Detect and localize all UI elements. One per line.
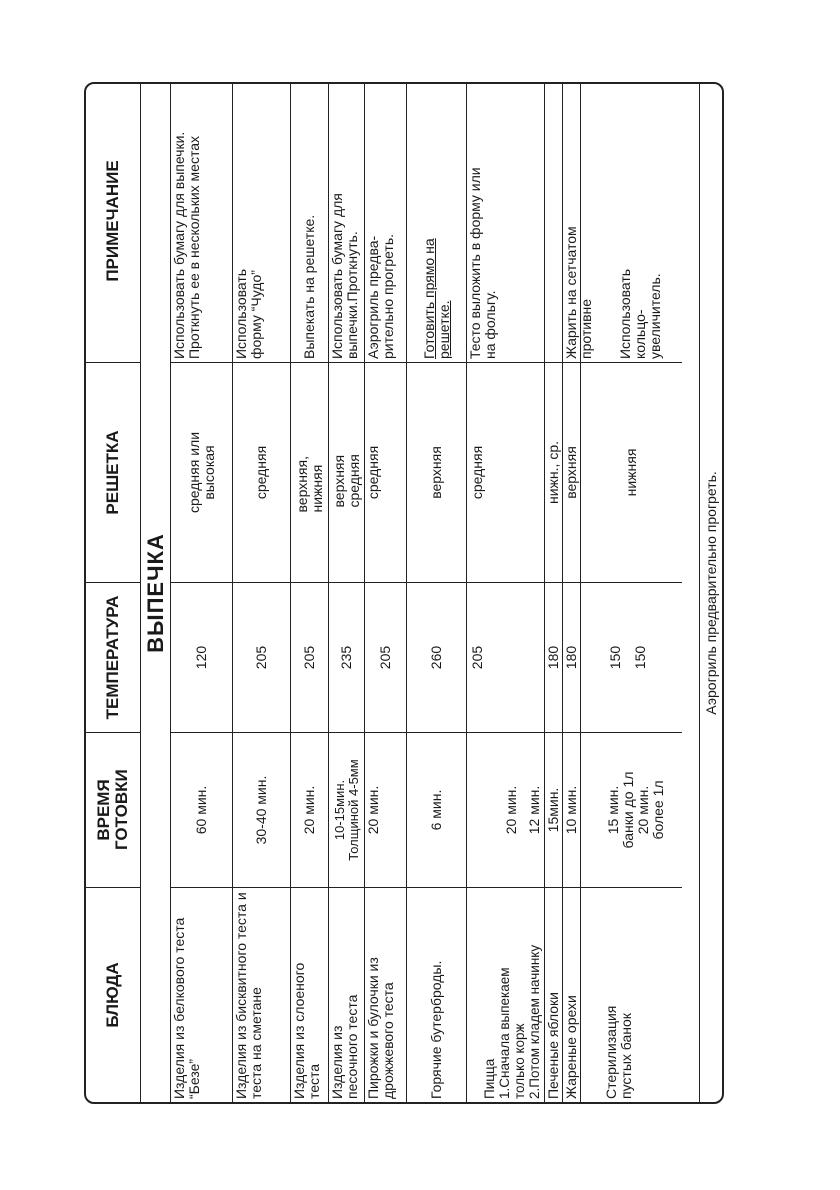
dish-cell: Печеные яблоки [545, 887, 562, 1102]
rack-cell [365, 362, 406, 582]
temp-cell [233, 582, 290, 732]
note-value: Аэрогриль предва-рительно прогреть. [365, 233, 396, 359]
dish-cell [291, 887, 328, 1102]
temp-cell [545, 582, 562, 732]
note-value: Использовать форму “Чудо” [233, 268, 264, 359]
note-value: Жарить на сетчатом противне [563, 226, 594, 359]
rack-value: средняя [253, 445, 269, 500]
temp-cell [329, 582, 364, 732]
header-temp: ТЕМПЕРАТУРА [86, 582, 140, 732]
temp-value: 120 [193, 645, 209, 670]
header-divider [140, 84, 141, 1102]
time-value: 20 мин. [365, 785, 381, 835]
dish-cell: Изделия из белкового теста “Безе” [171, 887, 232, 1102]
time-cell [581, 732, 682, 887]
rack-cell [329, 362, 364, 582]
rack-cell [581, 362, 682, 582]
time-cell [171, 732, 232, 887]
baking-table [84, 82, 724, 1104]
table-row [562, 84, 594, 1102]
time-value: 30-40 мин. [253, 775, 269, 845]
rack-value: средняя или высокая [185, 431, 217, 514]
note-value: Использовать кольцо-увеличитель. [617, 268, 663, 359]
document-page [84, 82, 724, 1104]
dish-value: Изделия из слоеного теста [291, 962, 322, 1099]
time-cell [329, 732, 364, 887]
time-cell [233, 732, 290, 887]
note-cell [407, 82, 466, 362]
table-row [170, 84, 232, 1102]
header-rack: РЕШЕТКА [86, 362, 140, 582]
temp-line: 150 [607, 645, 623, 670]
time-cell [545, 732, 562, 887]
temp-value: 180 [545, 645, 561, 670]
temp-cell [581, 582, 682, 732]
rack-cell [563, 362, 580, 582]
time-value: 20 мин. [301, 785, 317, 835]
section-title: ВЫПЕЧКА [143, 533, 168, 653]
note-cell [291, 82, 328, 362]
note-cell [563, 82, 594, 362]
time-value: 15мин. [545, 787, 561, 833]
note-cell [545, 82, 562, 362]
rack-cell [233, 362, 290, 582]
note-cell: Использовать бумагу для выпечки. Проткнуть ее в нескольких местах [171, 131, 202, 359]
dish-line: Пицца [482, 1058, 497, 1099]
rack-cell [171, 362, 232, 582]
dish-line: 2.Потом кладем начинку [527, 944, 542, 1099]
note-cell [467, 82, 544, 362]
rack-value: средняя [469, 445, 485, 500]
time-cell [563, 732, 580, 887]
time-value: 60 мин. [193, 785, 209, 835]
time-value: 10 мин. [563, 785, 579, 835]
temp-value: 235 [338, 645, 354, 670]
dish-cell [581, 887, 682, 1102]
dish-value: Изделия из песочного теста [329, 994, 360, 1099]
rack-value: нижняя [623, 448, 639, 497]
dish-value: Стерилизация пустых банок [603, 1005, 634, 1099]
temp-value: 205 [377, 645, 393, 670]
time-line: 12 мин. [526, 785, 542, 835]
temp-cell [563, 582, 580, 732]
rack-cell [467, 362, 544, 582]
rack-value: верхняя, нижняя [293, 456, 325, 513]
time-cell [365, 732, 406, 887]
table-row [406, 84, 466, 1102]
dish-cell: Изделия из бисквитного теста и теста на сметане [233, 887, 290, 1102]
temp-cell [365, 582, 406, 732]
header-time-label: ВРЕМЯ ГОТОВКИ [94, 769, 131, 850]
dish-cell: Пирожки и булочки из дрожжевого теста [365, 887, 406, 1102]
table-row [364, 84, 406, 1102]
note-value: Тесто выложить в форму или на фольгу. [467, 167, 498, 359]
rack-value: средняя [365, 445, 381, 500]
dish-cell [329, 887, 364, 1102]
table-row [232, 84, 290, 1102]
dish-cell [467, 887, 544, 1102]
rack-value: верхняя средняя [330, 454, 362, 508]
temp-cell [291, 582, 328, 732]
temp-value: 205 [301, 645, 317, 670]
temp-cell [467, 582, 544, 732]
time-value: 6 мин. [428, 789, 444, 831]
rack-value: верхняя [563, 446, 579, 499]
header-note: ПРИМЕЧАНИЕ [103, 160, 122, 282]
time-cell [291, 732, 328, 887]
table-row [328, 84, 364, 1102]
note-cell: Использовать бумагу для выпечки.Проткнуть. [329, 193, 360, 359]
header-dish: БЛЮДА [86, 887, 140, 1102]
dish-value: Горячие бутерброды. [428, 960, 444, 1099]
temp-cell [171, 582, 232, 732]
rack-cell [291, 362, 328, 582]
rack-cell [407, 362, 466, 582]
time-cell [407, 732, 466, 887]
time-line: 20 мин. более 1л [635, 780, 666, 840]
table-row [580, 84, 682, 1102]
time-value: 10-15мин. Толщиной 4-5мм [331, 759, 361, 861]
note-cell [365, 82, 406, 362]
time-cell [467, 732, 544, 887]
temp-value: 260 [428, 645, 444, 670]
rack-cell [545, 362, 562, 582]
table-row [290, 84, 328, 1102]
table-row [466, 84, 544, 1102]
dish-line: 1.Сначала выпекаем только корж [497, 967, 527, 1099]
dish-cell: Жареные орехи [563, 887, 580, 1102]
temp-line: 150 [632, 645, 648, 670]
note-cell [581, 82, 682, 362]
time-line: 15 мин. банки до 1л [605, 771, 636, 849]
note-value: Выпекать на решетке. [301, 214, 317, 359]
header-time [86, 732, 140, 887]
temp-value: 180 [563, 645, 579, 670]
rack-value: верхняя [428, 446, 444, 499]
table-row [544, 84, 562, 1102]
temp-value: 205 [469, 645, 485, 670]
note-value: Готовить прямо на решетке. [420, 238, 452, 359]
dish-cell [407, 887, 466, 1102]
note-cell [233, 82, 290, 362]
time-line: 20 мин. [503, 785, 519, 835]
temp-cell [407, 582, 466, 732]
footer-note: Аэрогриль предварительно прогреть. [699, 84, 722, 1102]
rack-value: нижн., ср. [545, 441, 561, 504]
temp-value: 205 [253, 645, 269, 670]
